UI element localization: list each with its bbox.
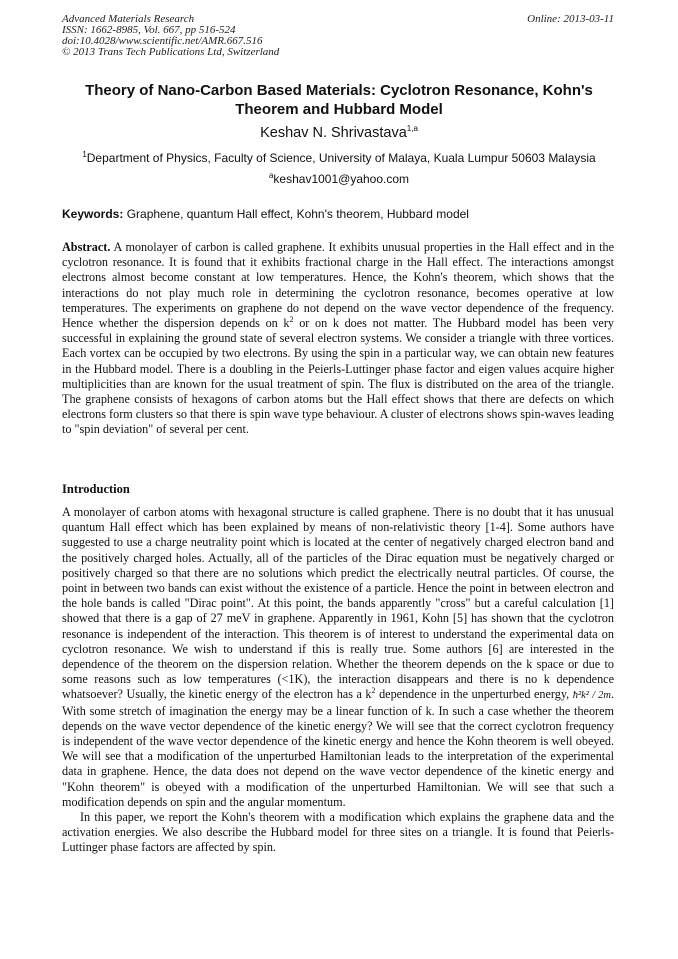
intro-paragraph-1	[62, 505, 614, 810]
intro-p1-text-1: A monolayer of carbon atoms with hexagonal structure is called graphene. There is no doubt that it has unusual quantum Hall effect which has been explained by means of non-relativistic theory [1-4]. Some authors have suggested to use a charge neutrality point which is located at the center of negatively charged electron band and the positively charged holes. Actually, all of the particles of the Dirac equation must be negatively charged or positively charged so that there are no solutions which predict the electrically neutral particles. Of course, the point in between two bands can exist without the existence of a particle. Hence the point in between electron and the hole bands is called "Dirac point". At this point, the bands apparently "cross" but a careful calculation [1] showed that there is a gap of 27 meV in graphene. Apparently in 1961, Kohn [5] has shown that the cyclotron resonance is independent of the interaction. This theorem is of interest to understand the experimental data on cyclotron resonance. We wish to understand if this is really true. Some authors [6] are interested in the dependence of the theorem on the dispersion relation. Whether the theorem depends on the k space or due to some reasons such as low temperatures (<1K), the interaction disappears and there is no k dependence whatsoever? Usually, the kinetic energy of the electron has a k	[62, 505, 614, 702]
doi-line: doi:10.4028/www.scientific.net/AMR.667.516	[62, 35, 263, 47]
intro-p1-text-3: . With some stretch of imagination the energy may be a linear function of k. In such a case whether the theorem depends on the wave vector dependence of the kinetic energy? We will see that the correct cyclotron frequency is independent of the wave vector dependence of the kinetic energy and hence the Kohn theorem is well obeyed. We will see that a modification of the unperturbed Hamiltonian leads to the interpretation of the experimental data in graphene. Hence, the data does not depend on the wave vector dependence of the kinetic energy and "Kohn theorem" is obeyed with a modification of the unperturbed Hamiltonian. We will see that such a modification depends on spin and the angular momentum.	[62, 687, 614, 809]
email-text[interactable]: keshav1001@yahoo.com	[273, 172, 410, 186]
kinetic-energy-formula: ħ²k² / 2m	[572, 690, 611, 702]
title-line-1: Theory of Nano-Carbon Based Materials: Cyclotron Resonance, Kohn's	[85, 82, 593, 99]
keywords-text: Graphene, quantum Hall effect, Kohn's theorem, Hubbard model	[123, 207, 469, 221]
title-line-2: Theorem and Hubbard Model	[235, 101, 443, 118]
abstract	[62, 240, 614, 438]
author-email	[40, 172, 638, 187]
author	[40, 124, 638, 142]
email-mark: a	[268, 171, 274, 180]
copyright-line: © 2013 Trans Tech Publications Ltd, Switzerland	[62, 46, 280, 58]
abstract-text-2: or on k does not matter. The Hubbard model has been very successful in explaining the ground state of several electron systems. We consider a triangle with three vortices. Each vortex can be occupied by two electrons. By using the spin in a particular way, we can obtain new features in the Hubbard model. There is a doubling in the Peierls-Luttinger phase factor and eigen values acquire higher multiplicities than are known for the usual treatment of spin. The flux is distributed on the area of the triangle. The graphene consists of hexagons of carbon atoms but the Hall effect shows that there are defects on which electrons form clusters so that there is spin wave type behaviour. A cluster of electrons shows spin-waves leading to "spin deviation" of several per cent.	[62, 316, 614, 437]
introduction-body	[62, 505, 614, 856]
section-heading-introduction: Introduction	[62, 482, 130, 496]
intro-p1-text-2: dependence in the unperturbed energy,	[375, 687, 573, 702]
journal-header	[62, 14, 614, 58]
journal-name: Advanced Materials Research	[62, 13, 195, 25]
abstract-superscript: 2	[289, 314, 294, 324]
keywords-label: Keywords:	[62, 207, 124, 221]
abstract-text-1: A monolayer of carbon is called graphene. It exhibits unusual properties in the Hall effect and in the cyclotron resonance. It is found that it exhibits fractional charge in the Hall effect. The interactions amongst electrons almost become constant at low temperatures. Hence, the Kohn's theorem, which shows that the interactions do not play much role in determining the cyclotron resonance, becomes operative at low temperatures. The experiments on graphene do not depend on the wave vector dependence of the frequency. Hence whether the dispersion depends on k	[62, 240, 614, 331]
affiliation-mark: 1	[82, 150, 87, 159]
online-date: Online: 2013-03-11	[527, 13, 614, 25]
issn-line: ISSN: 1662-8985, Vol. 667, pp 516-524	[62, 24, 236, 36]
abstract-label: Abstract.	[62, 240, 111, 254]
paper-title	[40, 81, 638, 119]
affiliation	[30, 151, 648, 166]
affiliation-text: Department of Physics, Faculty of Science, University of Malaya, Kuala Lumpur 50603 Malaysia	[86, 151, 596, 165]
author-mark: 1,a	[406, 124, 418, 134]
author-name: Keshav N. Shrivastava	[260, 125, 407, 141]
keywords	[62, 207, 614, 222]
intro-paragraph-2: In this paper, we report the Kohn's theorem with a modification which explains the graphene data and the activation energies. We also describe the Hubbard model for three sites on a triangle. It is found that Peierls-Luttinger phase factors are affected by spin.	[62, 810, 614, 855]
intro-p1-superscript: 2	[371, 686, 376, 696]
